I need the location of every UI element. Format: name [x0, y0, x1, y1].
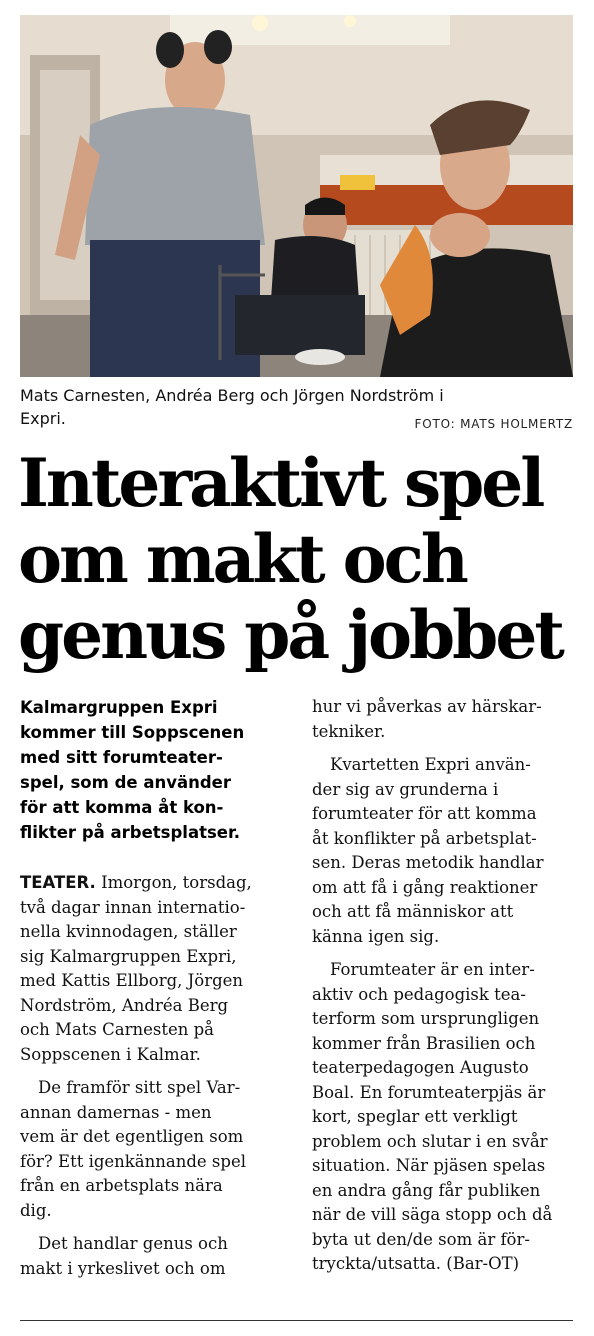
- headline-line: om makt och: [18, 520, 466, 598]
- body-line: forumteater för att komma: [312, 804, 537, 823]
- body-line: om att få i gång reaktioner: [312, 877, 538, 897]
- paragraph: [312, 958, 570, 1277]
- body-line: De framför sitt spel Var-: [38, 1078, 241, 1097]
- body-line: och Mats Carnesten på: [20, 1020, 214, 1039]
- body-line: sen. Deras metodik handlar: [312, 853, 544, 872]
- headline: [18, 445, 578, 673]
- body-line: Forumteater är en inter-: [330, 960, 535, 979]
- lede-line: spel, som de använder: [20, 773, 231, 792]
- paragraph: [20, 871, 278, 1067]
- body-line: för? Ett igenkännande spel: [20, 1151, 246, 1171]
- lede-line: Kalmargruppen Expri: [20, 698, 218, 717]
- body-line-text: Imorgon, torsdag,: [95, 873, 252, 892]
- body-line: hur vi påverkas av härskar-: [312, 697, 542, 716]
- body-line: tryckta/utsatta. (Bar-OT): [312, 1254, 520, 1273]
- body-line: från en arbetsplats nära: [20, 1176, 223, 1195]
- body-line: Kvartetten Expri använ-: [330, 755, 531, 774]
- body-line: åt konflikter på arbetsplat-: [312, 828, 537, 848]
- body-line: och att få människor att: [312, 902, 514, 921]
- bottom-rule: [20, 1320, 573, 1321]
- caption-line: Expri.: [20, 409, 66, 428]
- body-line: der sig av grunderna i: [312, 779, 499, 799]
- body-line: annan damernas - men: [20, 1102, 212, 1122]
- body-line: byta ut den/de som är för-: [312, 1229, 530, 1249]
- lede: [20, 695, 278, 845]
- body-line: [20, 871, 278, 896]
- kicker: TEATER.: [20, 873, 96, 892]
- photo-illustration: [20, 15, 573, 377]
- lede-line: flikter på arbetsplatser.: [20, 823, 241, 842]
- body-line: dig.: [20, 1200, 52, 1220]
- article-column-left: [20, 695, 278, 1290]
- lede-line: kommer till Soppscenen: [20, 723, 245, 742]
- body-line: Soppscenen i Kalmar.: [20, 1044, 201, 1064]
- article-column-right: [312, 695, 570, 1286]
- body-line: situation. När pjäsen spelas: [312, 1156, 546, 1175]
- body-line: vem är det egentligen som: [20, 1127, 244, 1146]
- body-line: kommer från Brasilien och: [312, 1033, 536, 1053]
- body-line: kort, speglar ett verkligt: [312, 1107, 518, 1126]
- body-line: två dagar innan internatio-: [20, 897, 246, 917]
- paragraph: [312, 695, 570, 744]
- paragraph: [312, 753, 570, 949]
- article-body-right: [312, 695, 570, 1277]
- body-line: känna igen sig.: [312, 926, 440, 946]
- body-line: terform som ursprungligen: [312, 1009, 540, 1028]
- body-line: Det handlar genus och: [38, 1234, 228, 1253]
- body-line: tekniker.: [312, 721, 386, 741]
- paragraph: [20, 1232, 278, 1281]
- body-line: sig Kalmargruppen Expri,: [20, 946, 237, 966]
- article-body-left: [20, 871, 278, 1281]
- body-line: nella kvinnodagen, ställer: [20, 922, 237, 941]
- body-line: teaterpedagogen Augusto: [312, 1058, 529, 1077]
- headline-line: genus på jobbet: [18, 596, 562, 674]
- body-line: när de vill säga stopp och då: [312, 1205, 553, 1224]
- paragraph: [20, 1076, 278, 1223]
- body-line: makt i yrkeslivet och om: [20, 1258, 226, 1278]
- photo-credit: FOTO: MATS HOLMERTZ: [414, 417, 573, 431]
- article-photo: [20, 15, 573, 377]
- body-line: problem och slutar i en svår: [312, 1131, 548, 1151]
- body-line: Nordström, Andréa Berg: [20, 995, 229, 1015]
- body-line: med Kattis Ellborg, Jörgen: [20, 971, 244, 990]
- body-line: en andra gång får publiken: [312, 1180, 541, 1200]
- body-line: aktiv och pedagogisk tea-: [312, 984, 526, 1004]
- headline-line: Interaktivt spel: [18, 444, 543, 522]
- lede-line: med sitt forumteater-: [20, 748, 223, 767]
- lede-line: för att komma åt kon-: [20, 798, 224, 817]
- body-line: Boal. En forumteaterpjäs är: [312, 1082, 546, 1102]
- caption-line: Mats Carnesten, Andréa Berg och Jörgen Nordström i: [20, 386, 444, 405]
